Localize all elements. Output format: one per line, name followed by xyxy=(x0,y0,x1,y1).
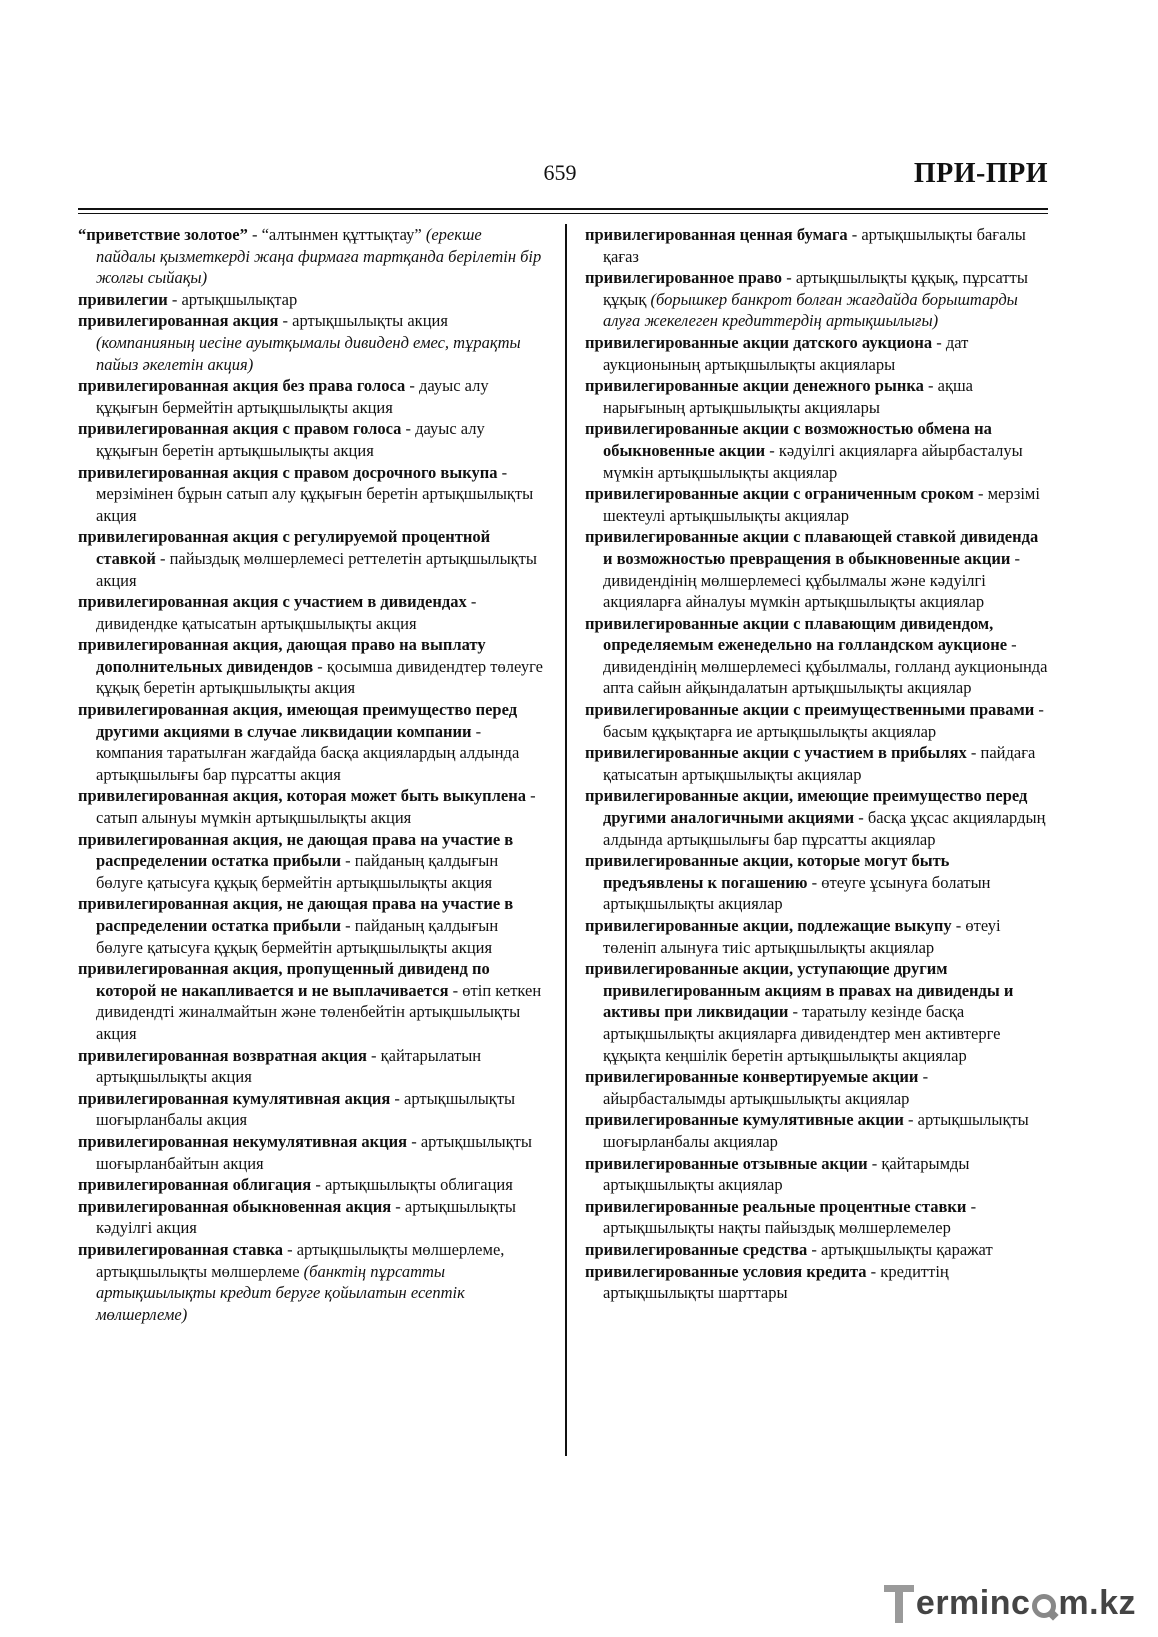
entry-term: привилегированная акция xyxy=(78,311,279,331)
dictionary-entry xyxy=(78,591,543,634)
entry-separator: - xyxy=(923,376,938,396)
entry-term: привилегированные акции, подлежащие выкупу xyxy=(585,916,952,935)
dictionary-entry xyxy=(585,915,1050,958)
dictionary-entry xyxy=(585,1109,1050,1152)
entry-term: привилегированные конвертируемые акции xyxy=(585,1067,919,1087)
entry-definition: өтеуге ұсынуға болатын артықшылықты акциялар xyxy=(603,872,991,914)
logo-text-tail: m.kz xyxy=(1058,1584,1136,1622)
dictionary-entry xyxy=(78,1088,543,1131)
entry-definition: қосымша дивидендтер төлеуге құқық беретін артықшылықты акция xyxy=(96,656,544,698)
entry-separator: - xyxy=(313,656,327,676)
entry-separator: - xyxy=(866,1261,881,1281)
entry-note: (ерекше пайдалы қызметкерді жаңа фирмаға тартқанда берілетін бір жолғы сыйақы) xyxy=(96,225,542,288)
entry-term: привилегированная обыкновенная акция xyxy=(78,1196,392,1216)
entry-separator: - xyxy=(765,440,779,460)
entry-term: привилегированная акция без права голоса xyxy=(78,376,406,396)
entry-definition: артықшылықты акция xyxy=(292,311,448,331)
entry-definition: кредиттің артықшылықты шарттары xyxy=(603,1261,949,1303)
header-rule-thin xyxy=(78,213,1048,214)
entry-note: (банктің пұрсатты артықшылықты кредит беруге қойылатын есептік мөлшерлеме) xyxy=(96,1261,465,1324)
dictionary-entry xyxy=(78,526,543,591)
entry-separator: - xyxy=(1007,635,1017,655)
header-rule-thick xyxy=(78,208,1048,210)
entry-separator: - xyxy=(466,592,477,612)
dictionary-entry xyxy=(78,785,543,828)
entry-definition: өтіп кеткен дивидендті жиналмайтын және төленбейтін артықшылықты акция xyxy=(96,980,542,1043)
dictionary-entry xyxy=(585,742,1050,785)
dictionary-entry xyxy=(585,1153,1050,1196)
entry-term: привилегированное право xyxy=(585,268,783,288)
entry-definition: пайданың қалдығын бөлуге қатысуға құқық бермейтін артықшылықты акция xyxy=(96,916,499,957)
entry-definition: кәдуілгі акцияларға айырбасталуы мүмкін артықшылықты акциялар xyxy=(603,440,1023,482)
entry-definition: пайданың қалдығын бөлуге қатысуға құқық бермейтін артықшылықты акция xyxy=(96,851,499,892)
dictionary-entry xyxy=(585,613,1050,699)
dictionary-entry xyxy=(585,483,1050,526)
entry-term: привилегированные средства xyxy=(585,1239,808,1259)
dictionary-entry xyxy=(78,1131,543,1174)
entry-separator: - xyxy=(932,332,946,352)
entry-separator: - xyxy=(340,851,355,871)
entry-separator: - xyxy=(167,289,182,309)
entry-term: привилегированная акция с регулируемой процентной ставкой xyxy=(78,527,491,568)
entry-definition: қайтарымды артықшылықты акциялар xyxy=(603,1153,970,1195)
entry-note: (компанияның иесіне ауытқымалы дивиденд емес, тұрақты пайыз әкелетін акция) xyxy=(96,332,521,374)
entry-term: привилегированные акции с плавающим дивидендом, определяемым еженедельно на голландском аукционе xyxy=(585,613,1008,655)
entry-definition: айырбасталымды артықшылықты акциялар xyxy=(603,1088,910,1108)
entry-term: привилегии xyxy=(78,289,168,309)
entry-separator: - xyxy=(788,1002,803,1022)
entry-separator: - xyxy=(405,376,419,396)
dictionary-entry xyxy=(78,893,543,958)
logo-text xyxy=(916,1583,1136,1623)
entry-separator: - xyxy=(155,548,170,568)
entry-definition: таратылу кезінде басқа артықшылықты акцияларға дивидендтер мен активтерге құқықта кеңшілік беретін артықшылықты акциялар xyxy=(603,1002,1001,1065)
dictionary-entry xyxy=(78,1196,543,1239)
dictionary-entry xyxy=(78,418,543,461)
entry-separator: - xyxy=(854,808,868,828)
entry-term: привилегированные реальные процентные ставки xyxy=(585,1196,967,1216)
dictionary-entry xyxy=(78,224,543,289)
logo-t-icon xyxy=(884,1583,914,1623)
entry-definition: пайдаға қатысатын артықшылықты акциялар xyxy=(603,743,1036,784)
dictionary-entry xyxy=(78,1045,543,1088)
dictionary-entry xyxy=(78,310,543,375)
dictionary-entry xyxy=(78,1174,543,1196)
entry-separator: - xyxy=(951,916,966,935)
dictionary-entry xyxy=(585,850,1050,915)
entry-term: привилегированные акции с участием в прибылях xyxy=(585,743,967,763)
entry-definition: артықшылықты құқық, пұрсатты құқық xyxy=(603,268,1028,309)
entry-term: привилегированные условия кредита xyxy=(585,1261,867,1281)
dictionary-entry xyxy=(585,1239,1050,1261)
dictionary-entry xyxy=(585,224,1050,267)
dictionary-entry xyxy=(78,1239,543,1325)
entry-separator: - xyxy=(311,1175,325,1195)
entry-separator: - xyxy=(497,462,508,482)
dictionary-entry xyxy=(585,699,1050,742)
entry-definition: “алтынмен құттықтау” xyxy=(261,225,422,244)
entry-term: привилегированная кумулятивная акция xyxy=(78,1088,391,1108)
entry-definition: мерзімі шектеулі артықшылықты акциялар xyxy=(603,484,1040,525)
entry-term: привилегированная акция, не дающая права на участие в распределении остатка прибыли xyxy=(78,894,514,935)
entry-note: (борышкер банкрот болған жағдайда борыштарды алуға жекелеген кредиттердің артықшылығы) xyxy=(603,289,1018,331)
entry-definition: басқа ұқсас акциялардың алдында артықшылығы бар пұрсатты акциялар xyxy=(603,808,1046,849)
entry-separator: - xyxy=(847,225,862,244)
entry-separator: - xyxy=(966,1196,977,1216)
entry-separator: - xyxy=(278,311,293,331)
entry-definition: дивидендінің мөлшерлемесі құбылмалы, голланд аукционында апта сайын айқындалатын артықшылықты акциялар xyxy=(603,656,1048,698)
entry-separator: - xyxy=(448,980,463,1000)
dictionary-entry xyxy=(78,634,543,699)
dictionary-entry xyxy=(78,829,543,894)
entry-separator: - xyxy=(407,1131,421,1151)
entry-term: привилегированная акция, не дающая права на участие в распределении остатка прибыли xyxy=(78,829,514,871)
entry-separator: - xyxy=(525,786,536,806)
entry-separator: - xyxy=(807,1239,822,1259)
entry-term: привилегированная акция с правом досрочного выкупа xyxy=(78,462,498,482)
entry-term: привилегированные акции с плавающей ставкой дивиденда и возможностью превращения в обыкновенные акции xyxy=(585,527,1039,568)
entry-definition: пайыздық мөлшерлемесі реттелетін артықшылықты акция xyxy=(96,548,537,590)
entry-definition: ақша нарығының артықшылықты акциялары xyxy=(603,376,973,417)
dictionary-entry xyxy=(585,267,1050,332)
entry-separator: - xyxy=(390,1088,405,1108)
column-divider xyxy=(565,224,567,1456)
entry-term: привилегированные акции, которые могут быть предъявлены к погашению xyxy=(585,851,950,892)
logo-o-icon xyxy=(1032,1594,1056,1618)
entry-definition: артықшылықты шоғырланбалы акция xyxy=(96,1088,516,1130)
entry-term: привилегированные акции денежного рынка xyxy=(585,376,924,396)
section-title: ПРИ-ПРИ xyxy=(913,158,1048,189)
dictionary-entry xyxy=(78,958,543,1044)
entry-term: привилегированная некумулятивная акция xyxy=(78,1131,408,1151)
entry-definition: дивидендінің мөлшерлемесі құбылмалы және кәдуілгі акцияларға айналуы мүмкін артықшылықты акциялар xyxy=(603,570,986,612)
entry-term: привилегированная ценная бумага xyxy=(585,225,848,244)
entry-definition: басым құқықтарға ие артықшылықты акциялар xyxy=(603,721,937,741)
entry-separator: - xyxy=(903,1110,918,1130)
entry-definition: артықшылықты облигация xyxy=(324,1175,513,1195)
entry-term: привилегированные акции датского аукциона xyxy=(585,332,933,352)
entry-separator: - xyxy=(867,1153,882,1173)
entry-term: привилегированная акция с участием в дивидендах xyxy=(78,592,467,612)
entry-term: “приветствие золотое” xyxy=(78,225,248,244)
entry-separator: - xyxy=(782,268,796,288)
dictionary-entry xyxy=(78,699,543,785)
entry-term: привилегированные акции, имеющие преимущество перед другими аналогичными акциями xyxy=(585,786,1028,828)
entry-separator: - xyxy=(966,743,981,763)
entry-term: привилегированная акция, которая может быть выкуплена xyxy=(78,786,526,806)
entry-definition: қайтарылатын артықшылықты акция xyxy=(96,1045,482,1087)
entry-definition: артықшылықты шоғырланбалы акциялар xyxy=(603,1110,1029,1151)
entry-separator: - xyxy=(366,1045,381,1065)
entry-separator: - xyxy=(401,419,416,439)
entry-term: привилегированная облигация xyxy=(78,1175,312,1195)
watermark-logo xyxy=(884,1577,1136,1623)
dictionary-entry xyxy=(585,1066,1050,1109)
entry-separator: - xyxy=(973,484,988,504)
entry-definition: артықшылықты шоғырланбайтын акция xyxy=(96,1131,532,1173)
entry-term: привилегированные акции с возможностью обмена на обыкновенные акции xyxy=(585,419,992,460)
entry-term: привилегированные акции с ограниченным сроком xyxy=(585,484,974,504)
entry-separator: - xyxy=(247,225,262,244)
entry-definition: дауыс алу құқығын бермейтін артықшылықты акция xyxy=(96,376,489,417)
dictionary-entry xyxy=(78,375,543,418)
entry-definition: сатып алынуы мүмкін артықшылықты акция xyxy=(96,808,412,828)
entry-separator: - xyxy=(471,721,482,741)
entry-definition: мерзімінен бұрын сатып алу құқығын беретін артықшылықты акция xyxy=(96,484,534,525)
entry-definition: артықшылықты кәдуілгі акция xyxy=(96,1196,517,1238)
entry-term: привилегированные акции, уступающие другим привилегированным акциям в правах на дивиденды и активы при ликвидации xyxy=(585,959,1014,1022)
left-column xyxy=(78,224,543,1325)
entry-term: привилегированные акции с преимущественными правами xyxy=(585,700,1035,720)
entry-term: привилегированная ставка xyxy=(78,1239,283,1259)
entry-separator: - xyxy=(1034,700,1044,720)
entry-term: привилегированная возвратная акция xyxy=(78,1045,367,1065)
logo-text-main: erminc xyxy=(915,1584,1031,1622)
dictionary-entry xyxy=(585,1196,1050,1239)
entry-definition: артықшылықты мөлшерлеме, артықшылықты мөлшерлеме xyxy=(96,1239,505,1281)
dictionary-entry xyxy=(585,785,1050,850)
dictionary-entry xyxy=(585,418,1050,483)
entry-term: привилегированная акция, имеющая преимущество перед другими акциями в случае ликвидации компании xyxy=(78,700,518,741)
dictionary-entry xyxy=(585,332,1050,375)
entry-definition: артықшылықты бағалы қағаз xyxy=(603,225,1026,266)
entry-definition: компания таратылған жағдайда басқа акциялардың алдында артықшылығы бар пұрсатты акция xyxy=(96,743,520,784)
entry-term: привилегированная акция, пропущенный дивиденд по которой не накапливается и не выплачивается xyxy=(78,959,490,1000)
entry-separator: - xyxy=(807,872,822,892)
entry-separator: - xyxy=(918,1067,929,1087)
entry-separator: - xyxy=(282,1239,297,1259)
entry-definition: дауыс алу құқығын беретін артықшылықты акция xyxy=(96,419,485,460)
entry-term: привилегированная акция, дающая право на выплату дополнительных дивидендов xyxy=(78,635,486,676)
entry-definition: өтеуі төленіп алынуға тиіс артықшылықты акциялар xyxy=(603,916,1001,957)
right-column xyxy=(585,224,1050,1304)
entry-term: привилегированные отзывные акции xyxy=(585,1153,868,1173)
entry-separator: - xyxy=(340,916,355,935)
entry-definition: артықшылықтар xyxy=(181,289,298,309)
entry-term: привилегированные кумулятивные акции xyxy=(585,1110,904,1130)
entry-term: привилегированная акция с правом голоса xyxy=(78,419,402,439)
entry-definition: дивидендке қатысатын артықшылықты акция xyxy=(96,613,417,633)
dictionary-entry xyxy=(78,289,543,311)
entry-definition: дат аукционының артықшылықты акциялары xyxy=(603,332,969,374)
entry-separator: - xyxy=(391,1196,405,1216)
entry-separator: - xyxy=(1010,548,1020,568)
dictionary-entry xyxy=(585,958,1050,1066)
entry-definition: артықшылықты нақты пайыздық мөлшерлемелер xyxy=(603,1218,951,1238)
dictionary-entry xyxy=(585,1261,1050,1304)
page-number: 659 xyxy=(543,160,577,185)
dictionary-entry xyxy=(585,526,1050,612)
dictionary-entry xyxy=(78,462,543,527)
dictionary-entry xyxy=(585,375,1050,418)
entry-definition: артықшылықты қаражат xyxy=(821,1239,993,1259)
